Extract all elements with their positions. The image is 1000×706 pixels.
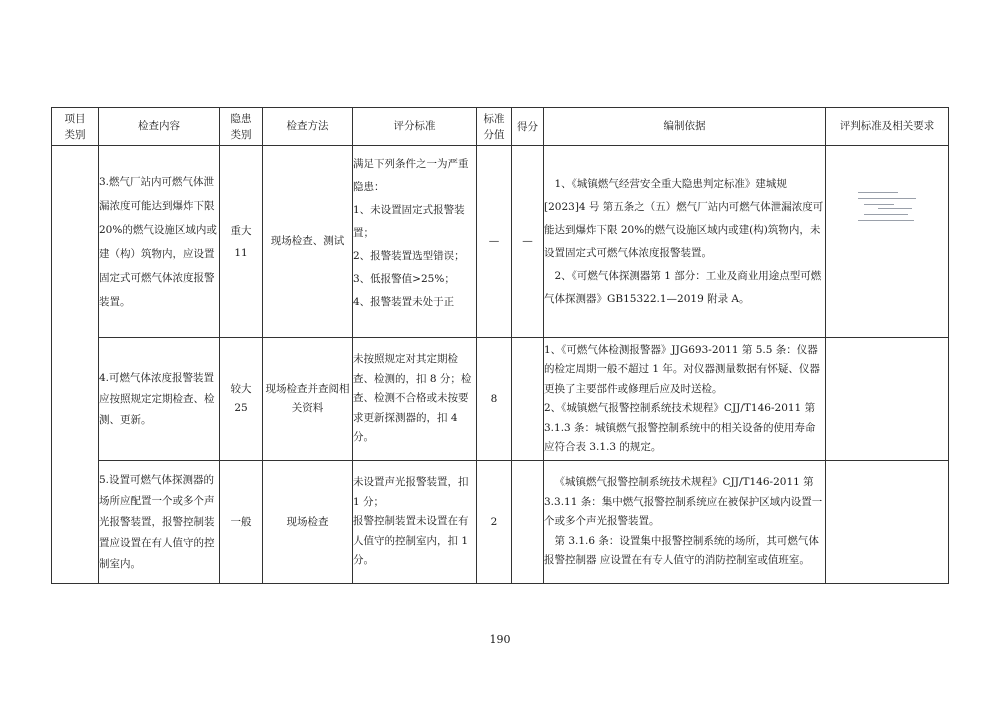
score: — — [512, 146, 544, 338]
header-requirements: 评判标准及相关要求 — [826, 108, 949, 146]
hazard-level: 一般 — [220, 461, 263, 584]
reference-table-thumbnail — [858, 190, 916, 224]
requirements-cell — [826, 338, 949, 461]
scoring-standard: 未按照规定对其定期检查、检测的，扣 8 分；检查、检测不合格或未按要求更新探测器的，扣 4 分。 — [353, 338, 477, 461]
check-method: 现场检查并查阅相关资料 — [263, 338, 353, 461]
inspection-table — [51, 107, 949, 584]
standard-line: 报警控制装置未设置在有人值守的控制室内，扣 1 分。 — [353, 515, 469, 567]
table-row — [52, 338, 949, 461]
header-category: 项目类别 — [52, 108, 99, 146]
standard-line: 3、低报警值>25%； — [353, 273, 455, 285]
standard-line: 未设置声光报警装置，扣 1 分； — [353, 476, 469, 508]
requirements-cell — [826, 461, 949, 584]
score — [512, 338, 544, 461]
standard-line: 满足下列条件之一为严重隐患： — [353, 158, 469, 193]
score-value: — — [477, 146, 512, 338]
standard-line: 2、报警装置选型错误； — [353, 250, 465, 262]
category-cell — [52, 146, 99, 584]
basis-paragraph: 2、《可燃气体探测器第 1 部分：工业及商业用途点型可燃气体探测器》GB15322.1—2019 附录 A。 — [544, 269, 822, 305]
header-score-value: 标准分值 — [477, 108, 512, 146]
basis-cell — [544, 461, 826, 584]
scoring-standard — [353, 461, 477, 584]
basis-paragraph: 2、《城镇燃气报警控制系统技术规程》CJJ/T146-2011 第 3.1.3 条：城镇燃气报警控制系统中的相关设备的使用寿命应符合表 3.1.3 的规定。 — [544, 402, 816, 453]
scoring-standard — [353, 146, 477, 338]
basis-paragraph: 第 3.1.6 条：设置集中报警控制系统的场所，其可燃气体报警控制器 应设置在有专人值守的消防控制室或值班室。 — [544, 534, 819, 567]
table-header-row — [52, 108, 949, 146]
header-score: 得分 — [512, 108, 544, 146]
header-content: 检查内容 — [99, 108, 220, 146]
page-number: 190 — [489, 633, 511, 646]
basis-cell — [544, 338, 826, 461]
standard-line: 1、未设置固定式报警装置； — [353, 204, 465, 239]
header-hazard: 隐患类别 — [220, 108, 263, 146]
table-row — [52, 146, 949, 338]
check-content: 4.可燃气体浓度报警装置应按照规定定期检查、检测、更新。 — [99, 338, 220, 461]
check-content: 5.设置可燃气体探测器的场所应配置一个或多个声光报警装置，报警控制装置应设置在有人值守的控制室内。 — [99, 461, 220, 584]
check-content: 3.燃气厂站内可燃气体泄漏浓度可能达到爆炸下限 20%的燃气设施区域内或建（构）筑物内，应设置固定式可燃气体浓度报警装置。 — [99, 146, 220, 338]
hazard-text: 重大 11 — [230, 224, 252, 259]
table-row — [52, 461, 949, 584]
header-basis: 编制依据 — [544, 108, 826, 146]
standard-line: 4、报警装置未处于正 — [353, 296, 455, 308]
basis-paragraph: 1、《城镇燃气经营安全重大隐患判定标准》建城规[2023]4 号 第五条之（五）燃气厂站内可燃气体泄漏浓度可能达到爆炸下限 20%的燃气设施区域内或建(构)筑物内，未设置固定式可燃气体浓度报警装置。 — [544, 177, 824, 259]
basis-paragraph: 《城镇燃气报警控制系统技术规程》CJJ/T146-2011 第 3.3.11 条：集中燃气报警控制系统应在被保护区域内设置一个或多个声光报警装置。 — [544, 476, 823, 528]
score-value: 2 — [477, 461, 512, 584]
score — [512, 461, 544, 584]
header-standard: 评分标准 — [353, 108, 477, 146]
check-method: 现场检查 — [263, 461, 353, 584]
basis-paragraph: 1、《可燃气体检测报警器》JJG693-2011 第 5.5 条：仪器的检定周期一般不超过 1 年。对仪器测量数据有怀疑、仪器更换了主要部件或修理后应及时送检。 — [544, 343, 820, 395]
hazard-level — [220, 146, 263, 338]
hazard-level — [220, 338, 263, 461]
check-method: 现场检查、测试 — [263, 146, 353, 338]
requirements-cell — [826, 146, 949, 338]
header-method: 检查方法 — [263, 108, 353, 146]
basis-cell — [544, 146, 826, 338]
hazard-text: 较大 25 — [230, 383, 252, 414]
score-value: 8 — [477, 338, 512, 461]
